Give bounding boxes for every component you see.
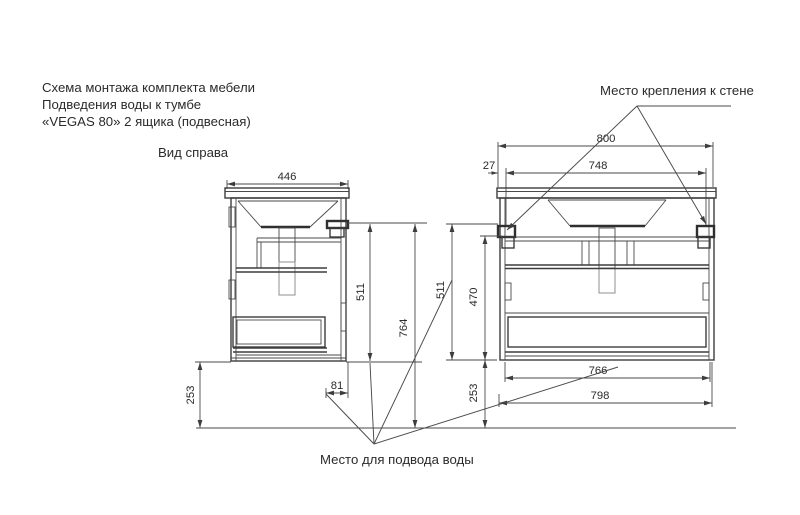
dim-inner-width [505, 365, 710, 378]
dim-bracket-spacing-label: 748 [588, 160, 608, 172]
front-basin [548, 200, 666, 226]
side-view-caption: Вид справа [158, 145, 229, 160]
dim-water-offset-label: 81 [330, 380, 344, 392]
front-drain-pipe [599, 228, 615, 293]
dim-side-height [355, 224, 370, 361]
front-bracket-right [697, 226, 714, 248]
dim-side-depth [227, 171, 348, 189]
dim-side-depth-label: 446 [277, 171, 297, 183]
side-back-rail [341, 303, 346, 331]
dim-mount-height-label: 470 [468, 287, 480, 307]
dim-mount-height [468, 236, 485, 360]
front-dimensions [435, 224, 712, 428]
wall-mount-callout [507, 83, 754, 230]
title-line-3: «VEGAS 80» 2 ящика (подвесная) [42, 114, 251, 129]
side-wall-bracket [327, 221, 348, 237]
dim-front-height [435, 224, 452, 360]
dim-front-width-label: 800 [596, 133, 616, 145]
dim-body-width [499, 390, 712, 403]
front-lower-drawer [505, 313, 709, 352]
front-upper-drawer [505, 237, 709, 269]
dim-edge-to-bracket-label: 27 [482, 160, 496, 172]
dim-side-datum [185, 362, 200, 428]
front-runner-right [703, 283, 709, 300]
title-block [42, 80, 255, 129]
dim-side-height-label: 511 [355, 282, 367, 302]
front-countertop [497, 188, 716, 198]
water-supply-callout [320, 280, 618, 467]
title-line-2: Подведения воды к тумбе [42, 97, 202, 112]
front-runner-left [505, 283, 511, 300]
dim-front-datum-label: 253 [468, 383, 480, 403]
title-line-1: Схема монтажа комплекта мебели [42, 80, 256, 95]
wall-mount-label: Место крепления к стене [600, 83, 754, 98]
side-runner-bottom [229, 280, 235, 299]
front-cabinet-body [500, 198, 714, 360]
dim-front-datum [468, 360, 485, 428]
side-lower-drawer [233, 317, 327, 352]
water-supply-label: Место для подвода воды [320, 452, 474, 467]
side-view [225, 171, 349, 361]
dim-inner-width-label: 766 [588, 365, 608, 377]
dim-body-width-label: 798 [590, 390, 610, 402]
side-upper-drawer [236, 238, 341, 272]
dim-water-offset [326, 362, 348, 398]
dim-front-height-label: 511 [435, 280, 447, 300]
dim-side-total-height-label: 764 [398, 318, 410, 338]
side-dimensions [185, 223, 427, 428]
dim-side-total-height [398, 224, 415, 428]
side-cabinet-body [231, 198, 346, 361]
dim-edge-to-bracket [483, 160, 517, 175]
side-countertop [225, 188, 349, 198]
dim-bracket-spacing [506, 160, 706, 226]
front-view [483, 133, 716, 360]
dim-side-datum-label: 253 [185, 385, 197, 405]
side-runner-top [229, 207, 235, 227]
side-basin [238, 201, 338, 227]
